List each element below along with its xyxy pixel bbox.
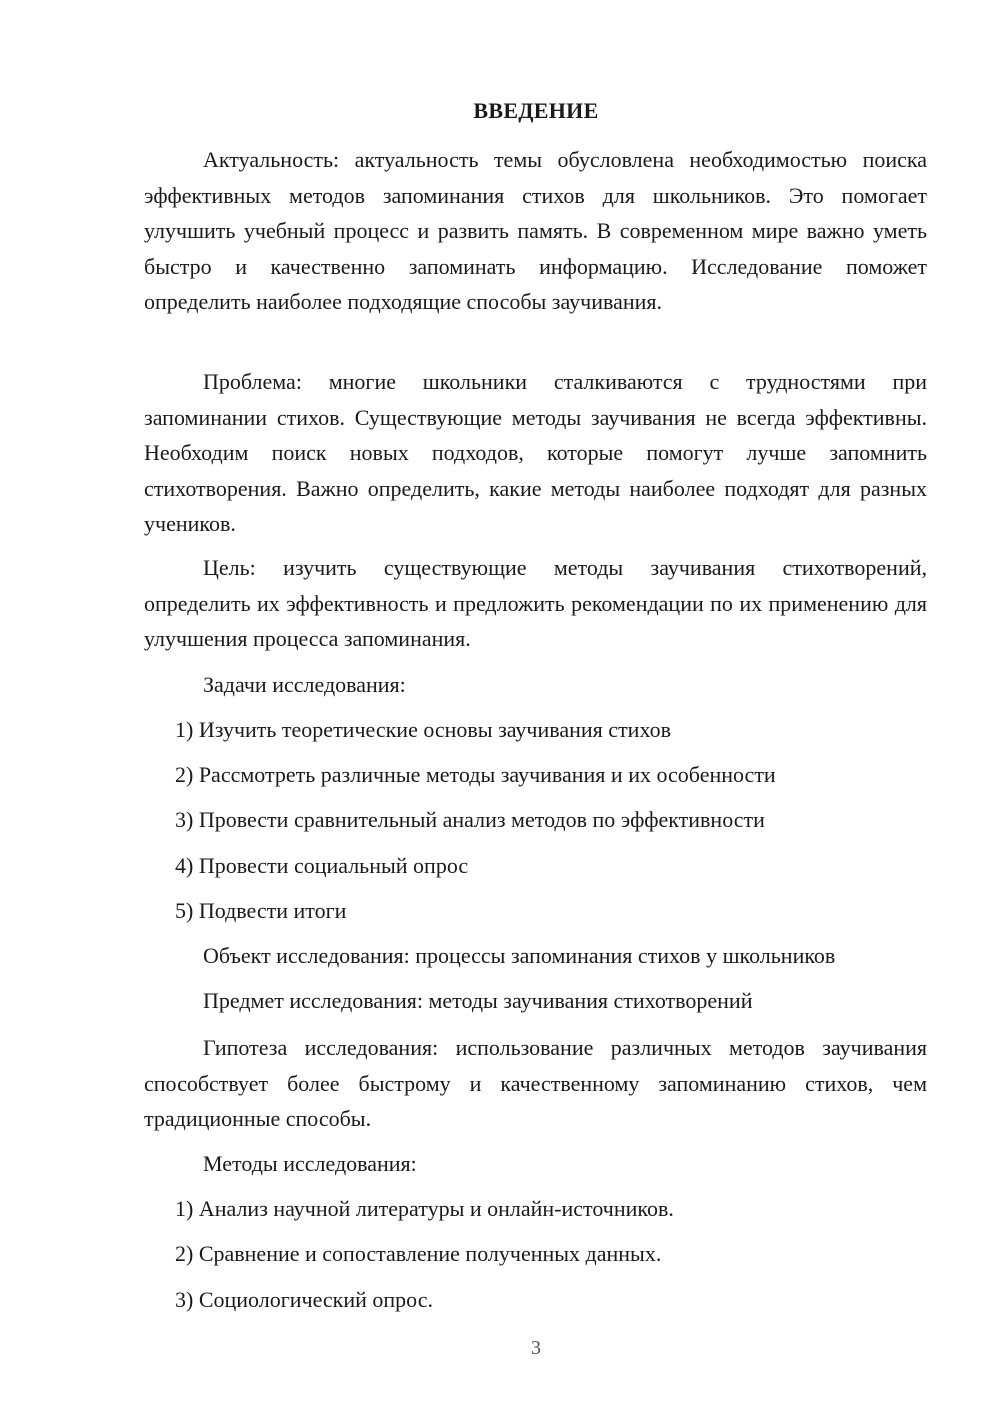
methods-label: Методы исследования: <box>203 1151 417 1176</box>
method-item: 2) Сравнение и сопоставление полученных данных. <box>175 1241 662 1266</box>
hypothesis-paragraph: Гипотеза исследования: использование различных методов заучивания способствует более быстрому и качественному запоминанию стихов, чем традиционные способы. <box>144 1035 927 1131</box>
relevance-paragraph: Актуальность: актуальность темы обусловлена необходимостью поиска эффективных методов запоминания стихов для школьников. Это помогает улучшить учебный процесс и развить память. В современном мире важно уметь быстро и качественно запоминать информацию. Исследование поможет определить наиболее подходящие способы заучивания. <box>144 147 927 314</box>
task-item: 4) Провести социальный опрос <box>175 853 469 878</box>
problem-paragraph: Проблема: многие школьники сталкиваются с трудностями при запоминании стихов. Существующие методы заучивания не всегда эффективны. Необходим поиск новых подходов, которые помогут лучше запомнить стихотворения. Важно определить, какие методы наиболее подходят для разных учеников. <box>144 369 927 536</box>
task-item: 3) Провести сравнительный анализ методов по эффективности <box>175 807 765 832</box>
task-item: 1) Изучить теоретические основы заучивания стихов <box>175 717 671 742</box>
task-item: 5) Подвести итоги <box>175 898 347 923</box>
subject-line: Предмет исследования: методы заучивания стихотворений <box>203 988 753 1013</box>
tasks-label: Задачи исследования: <box>203 672 406 697</box>
section-heading: ВВЕДЕНИЕ <box>473 98 599 123</box>
object-line: Объект исследования: процессы запоминания стихов у школьников <box>203 943 836 968</box>
page-number: 3 <box>531 1337 541 1359</box>
task-item: 2) Рассмотреть различные методы заучивания и их особенности <box>175 762 776 787</box>
goal-paragraph: Цель: изучить существующие методы заучивания стихотворений, определить их эффективность и предложить рекомендации по их применению для улучшения процесса запоминания. <box>144 555 927 651</box>
method-item: 3) Социологический опрос. <box>175 1287 433 1312</box>
method-item: 1) Анализ научной литературы и онлайн-источников. <box>175 1196 674 1221</box>
